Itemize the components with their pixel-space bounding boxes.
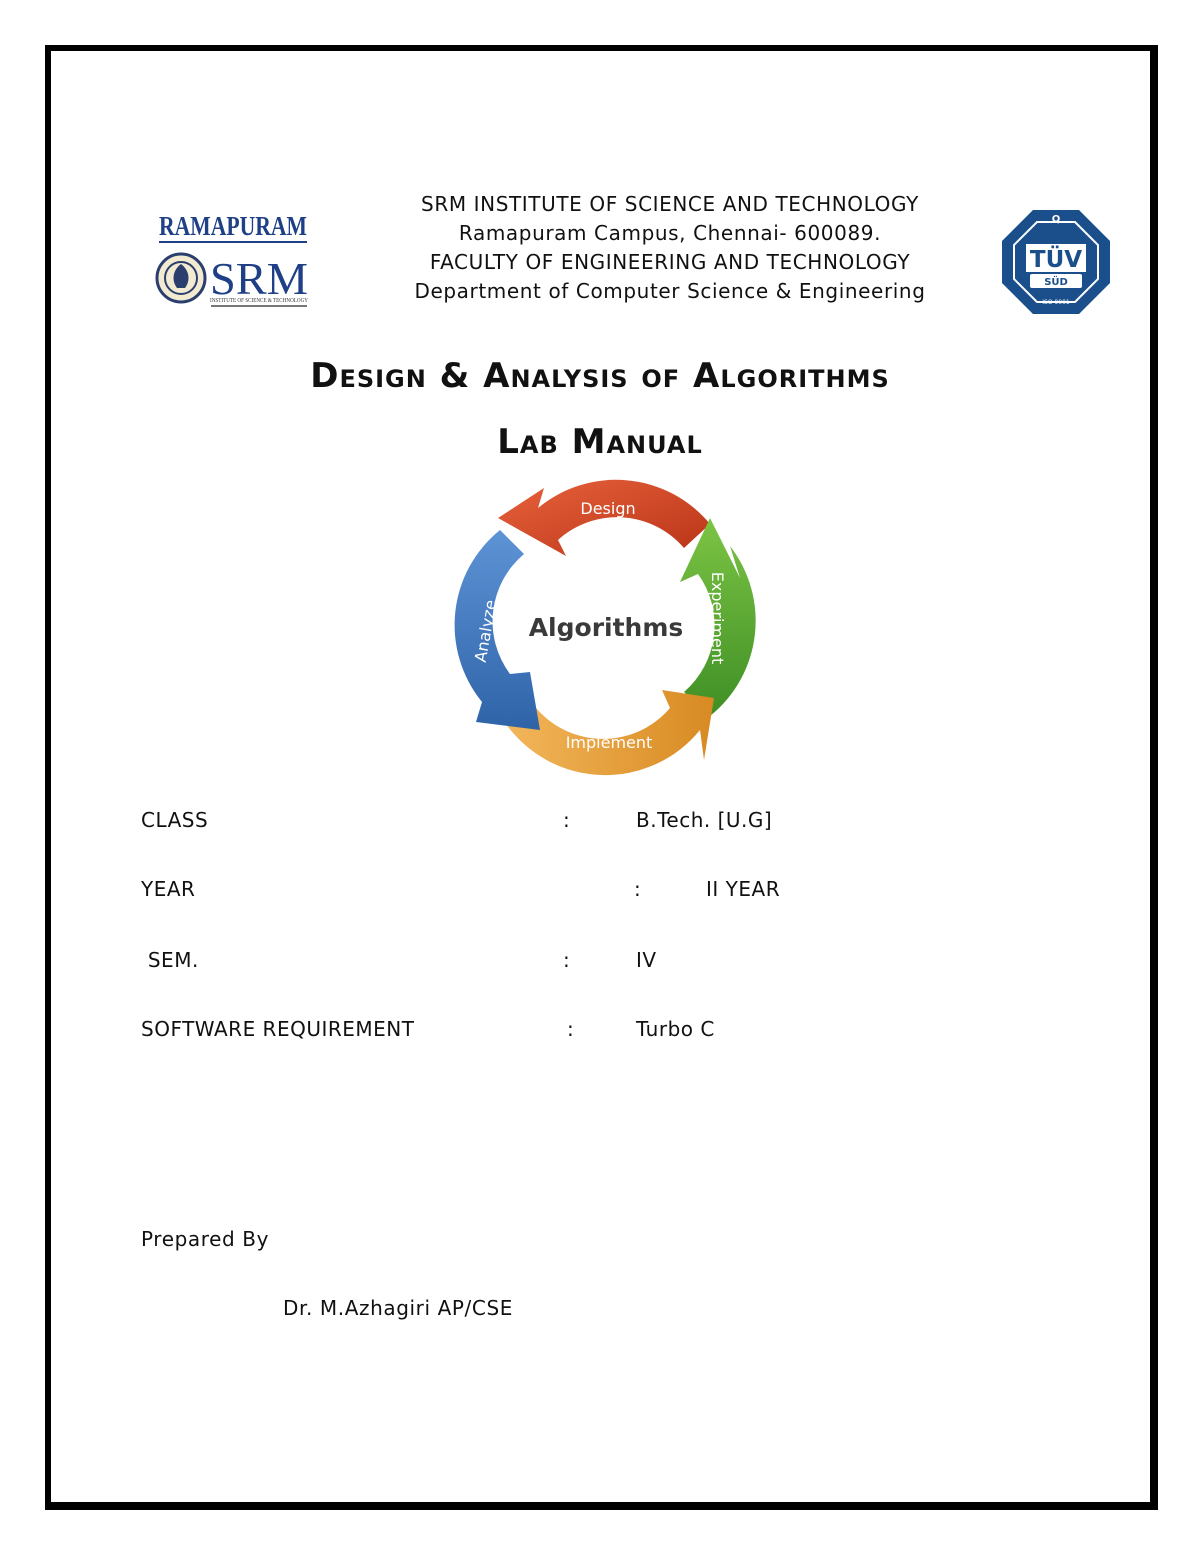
algorithm-cycle-diagram: [448, 478, 758, 778]
cycle-center-label: Algorithms: [528, 613, 684, 642]
experiment-label: Experiment: [708, 571, 727, 665]
class-value: B.Tech. [U.G]: [636, 808, 773, 832]
institution-header: [360, 190, 980, 306]
srm-logo-top-text: RAMAPURAM: [159, 211, 307, 241]
author-name: Dr. M.Azhagiri AP/CSE: [283, 1296, 513, 1320]
tuv-iso-text: ISO 9001: [1042, 299, 1070, 306]
document-subtitle: Lab Manual: [497, 422, 703, 462]
prepared-by-label: Prepared By: [141, 1227, 270, 1251]
software-separator: :: [567, 1017, 575, 1041]
analyze-label: Analyze: [470, 598, 501, 664]
srm-logo-small-text: INSTITUTE OF SCIENCE & TECHNOLOGY: [210, 298, 309, 304]
tuv-main-text: TÜV: [1029, 247, 1083, 273]
sem-separator: :: [563, 948, 571, 972]
class-label: CLASS: [141, 808, 209, 832]
institute-name: SRM INSTITUTE OF SCIENCE AND TECHNOLOGY: [421, 192, 919, 216]
sem-value: IV: [636, 948, 657, 972]
year-value: II YEAR: [706, 877, 781, 901]
software-value: Turbo C: [636, 1017, 715, 1041]
software-label: SOFTWARE REQUIREMENT: [141, 1017, 415, 1041]
campus-line: Ramapuram Campus, Chennai- 600089.: [458, 221, 882, 245]
srm-logo-main-text: SRM: [210, 253, 308, 304]
class-separator: :: [563, 808, 571, 832]
design-label: Design: [580, 499, 636, 518]
tuv-q-text: Q: [1051, 214, 1061, 225]
tuv-sub-text: SÜD: [1044, 277, 1068, 288]
implement-label: Implement: [565, 733, 653, 752]
faculty-line: FACULTY OF ENGINEERING AND TECHNOLOGY: [429, 250, 911, 274]
sem-label: SEM.: [141, 948, 199, 972]
year-separator: :: [634, 877, 642, 901]
analyze-arc: [455, 530, 540, 730]
department-line: Department of Computer Science & Engineering: [414, 279, 926, 303]
srm-logo: [155, 208, 311, 310]
document-title: Design & Analysis of Algorithms: [310, 356, 890, 396]
tuv-iso-logo: [1000, 208, 1112, 316]
year-label: YEAR: [141, 877, 196, 901]
